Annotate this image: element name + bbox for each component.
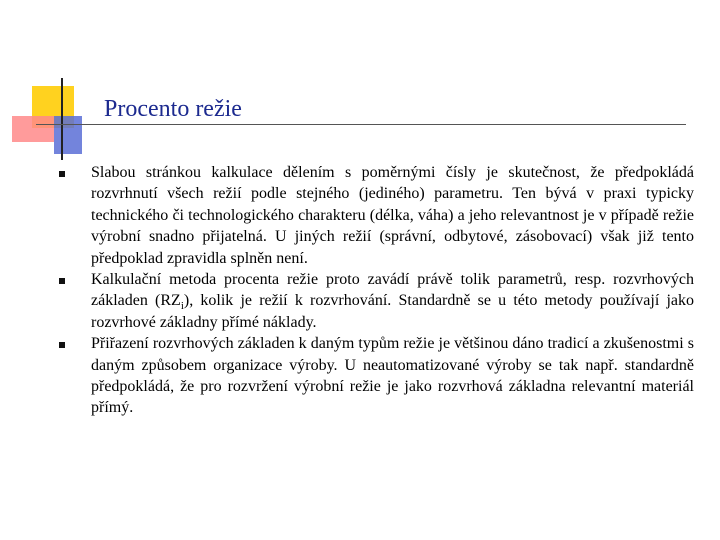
bullet-text: Přiřazení rozvrhových základen k daným typům režie je většinou dáno tradicí a zkušenostmi s daným způsobem organizace výroby. U neautomatizované výroby se tak např. standardně předpokládá, že pro rozvržení výrobní režie je jako rozvrhová základna relevantní materiál přímý. [91, 335, 694, 417]
bullet-subscript: i [180, 300, 184, 313]
bullet-item [58, 269, 694, 333]
logo-red-square [12, 116, 54, 142]
bullet-item [58, 162, 694, 269]
slide-title: Procento režie [104, 96, 242, 122]
square-bullet-icon [59, 171, 65, 177]
bullet-list [58, 162, 694, 419]
bullet-text-after: ), kolik je režií k rozvrhování. Standardně se u této metody používají jako rozvrhové základny přímé náklady. [91, 292, 694, 331]
logo-blue-square [54, 116, 82, 154]
square-bullet-icon [59, 342, 65, 348]
logo-vertical-line [61, 78, 63, 160]
bullet-text-before: Kalkulační metoda procenta režie proto zavádí právě tolik parametrů, resp. rozvrhových základen (RZ [91, 271, 694, 310]
title-underline [36, 124, 686, 125]
bullet-text: Slabou stránkou kalkulace dělením s poměrnými čísly je skutečnost, že předpokládá rozvrhnutí všech režií podle stejného (jediného) parametru. Ten bývá v praxi typicky technického či technologického charakteru (délka, váha) a jeho relevantnost je v případě režie výrobní snadno přijatelná. U jiných režií (správní, odbytové, zásobovací) však již tento předpoklad zpravidla splněn není. [91, 164, 694, 267]
bullet-item [58, 333, 694, 419]
square-bullet-icon [59, 278, 65, 284]
